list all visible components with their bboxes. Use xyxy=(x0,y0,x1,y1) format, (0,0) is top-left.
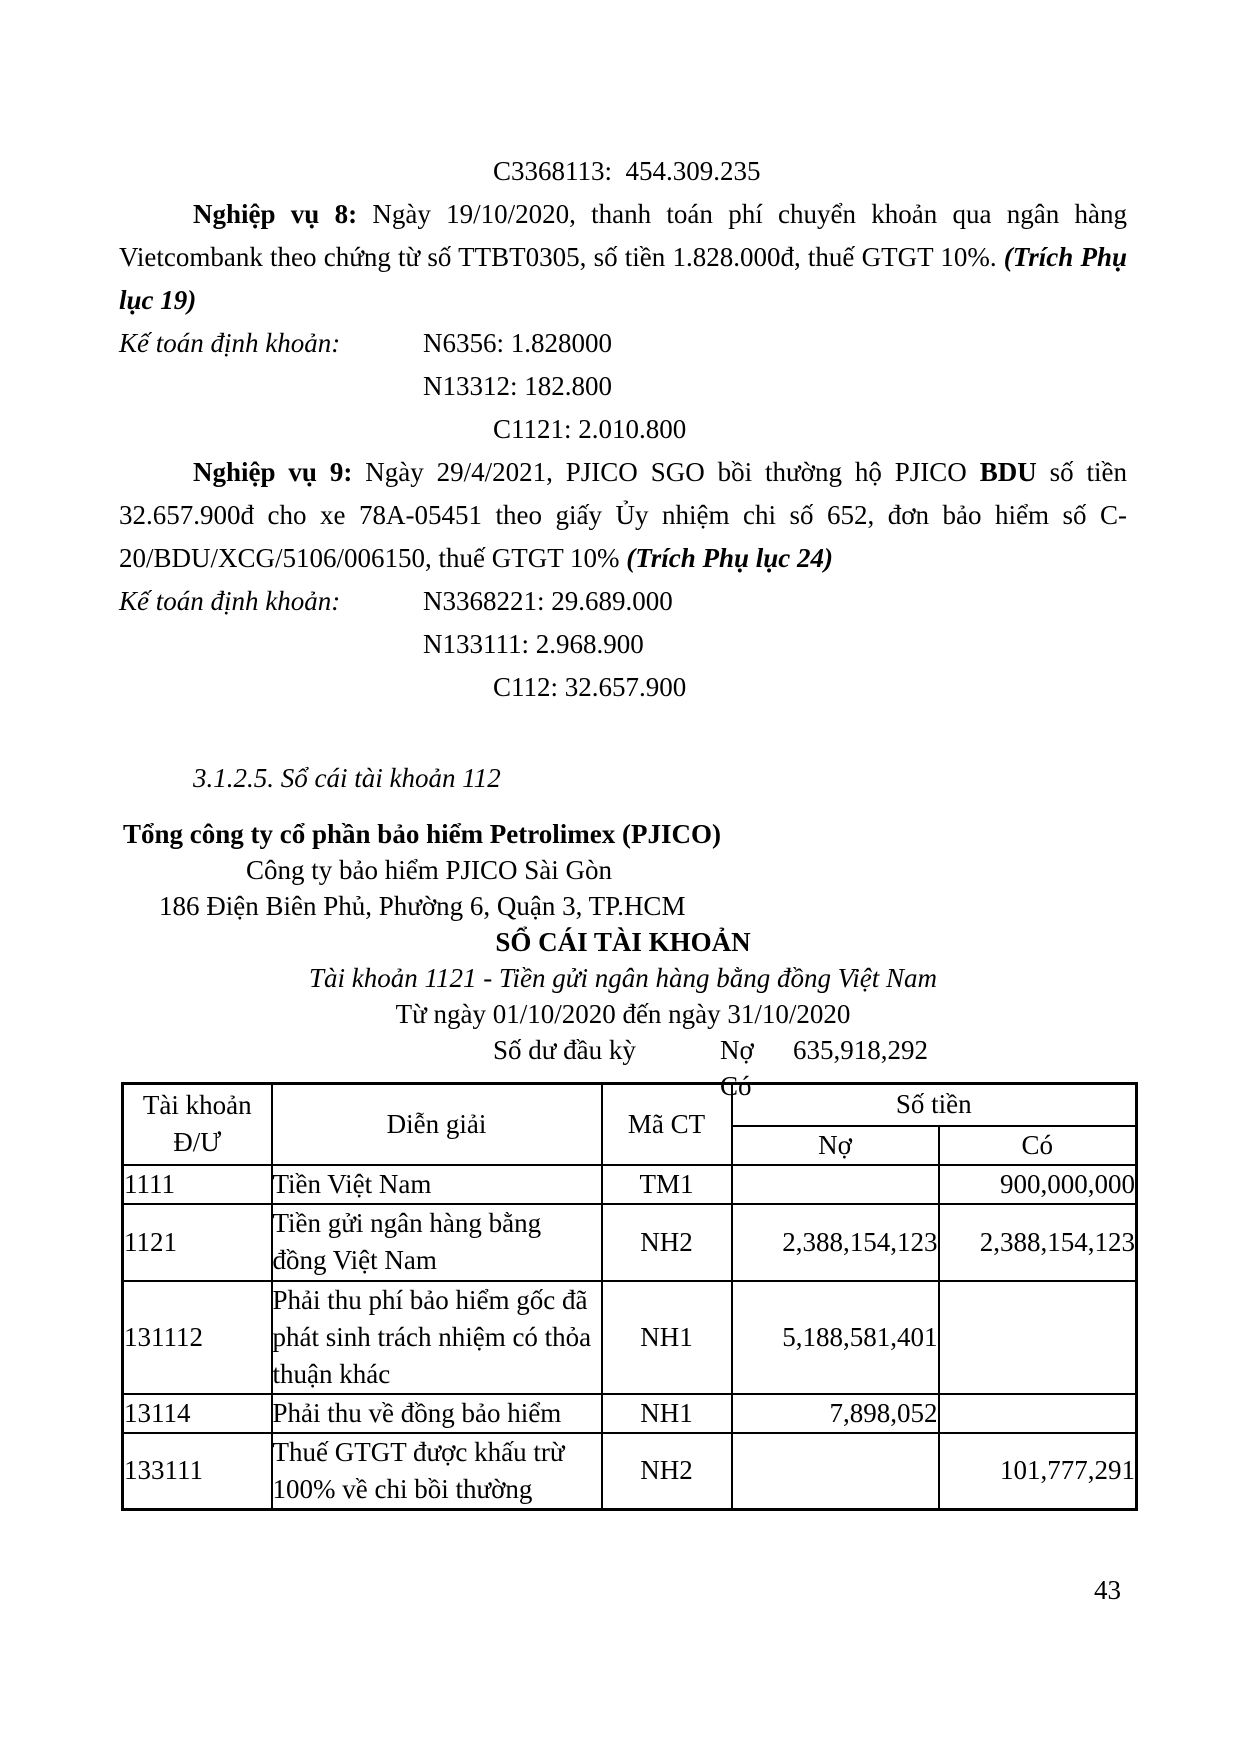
cell-credit: 2,388,154,123 xyxy=(939,1204,1137,1281)
cell-credit xyxy=(939,1281,1137,1394)
transaction-8-paragraph xyxy=(119,193,1127,322)
header-code: Mã CT xyxy=(602,1084,732,1165)
company-name: Tổng công ty cổ phần bảo hiểm Petrolimex (PJICO) xyxy=(123,819,721,849)
journal-entry: C112: 32.657.900 xyxy=(493,672,687,702)
table-row xyxy=(123,1281,1137,1394)
cell-debit: 7,898,052 xyxy=(732,1394,939,1433)
transaction-9-paragraph xyxy=(119,451,1127,580)
ledger-table xyxy=(121,1082,1138,1511)
transaction-9-appendix-ref: (Trích Phụ lục 24) xyxy=(626,543,834,573)
header-account xyxy=(123,1084,272,1165)
cell-credit: 101,777,291 xyxy=(939,1433,1137,1510)
transaction-8-label: Nghiệp vụ 8: xyxy=(193,199,358,229)
opening-credit-label: Có xyxy=(720,1071,752,1101)
transaction-9-body-2: số tiền 32.657.900đ cho xe 78A-05451 theo giấy Ủy nhiệm chi số 652, đơn bảo hiểm số C-20/BDU/XCG/5106/006150, thuế GTGT 10% xyxy=(119,457,1128,573)
cell-code: TM1 xyxy=(602,1165,732,1204)
section-heading: 3.1.2.5. Sổ cái tài khoản 112 xyxy=(193,763,501,793)
branch-name: Công ty bảo hiểm PJICO Sài Gòn xyxy=(246,855,613,885)
table-row xyxy=(123,1433,1137,1510)
header-account-line2: Đ/Ư xyxy=(173,1127,222,1158)
table-row xyxy=(123,1204,1137,1281)
cell-description: Phải thu phí bảo hiểm gốc đã phát sinh trách nhiệm có thỏa thuận khác xyxy=(272,1281,602,1394)
ledger-period: Từ ngày 01/10/2020 đến ngày 31/10/2020 xyxy=(395,999,851,1029)
cell-debit: 2,388,154,123 xyxy=(732,1204,939,1281)
table-header-row-1 xyxy=(123,1084,1137,1126)
cell-account: 1121 xyxy=(123,1204,272,1281)
ledger-header-block xyxy=(119,816,1127,1101)
journal-entry: N133111: 2.968.900 xyxy=(423,629,644,659)
journal-line-8 xyxy=(119,322,1127,365)
header-description: Diễn giải xyxy=(272,1084,602,1165)
cell-code: NH2 xyxy=(602,1433,732,1510)
company-address: 186 Điện Biên Phủ, Phường 6, Quận 3, TP.HCM xyxy=(159,891,686,921)
cell-account: 131112 xyxy=(123,1281,272,1394)
journal-label-8: Kế toán định khoản: xyxy=(119,328,341,358)
journal-entry-carryover: C3368113: 454.309.235 xyxy=(493,156,761,186)
cell-debit xyxy=(732,1433,939,1510)
transaction-9-label: Nghiệp vụ 9: xyxy=(193,457,353,487)
cell-account: 13114 xyxy=(123,1394,272,1433)
cell-description: Phải thu về đồng bảo hiểm xyxy=(272,1394,602,1433)
cell-credit: 900,000,000 xyxy=(939,1165,1137,1204)
header-debit: Nợ xyxy=(732,1126,939,1165)
transaction-8-appendix-ref: (Trích Phụ lục 19) xyxy=(119,242,1128,315)
journal-entry: N6356: 1.828000 xyxy=(423,328,612,358)
cell-credit xyxy=(939,1394,1137,1433)
cell-debit: 5,188,581,401 xyxy=(732,1281,939,1394)
opening-balance-line xyxy=(119,1032,1127,1068)
journal-entry: N13312: 182.800 xyxy=(423,371,612,401)
table-row xyxy=(123,1394,1137,1433)
cell-debit xyxy=(732,1165,939,1204)
cell-code: NH1 xyxy=(602,1394,732,1433)
transaction-8-body: Ngày 19/10/2020, thanh toán phí chuyển khoản qua ngân hàng Vietcombank theo chứng từ số TTBT0305, số tiền 1.828.000đ, thuế GTGT 10%. xyxy=(119,199,1127,272)
journal-line-9 xyxy=(119,580,1127,623)
cell-code: NH1 xyxy=(602,1281,732,1394)
cell-account: 133111 xyxy=(123,1433,272,1510)
cell-account: 1111 xyxy=(123,1165,272,1204)
transaction-9-bold-term: BDU xyxy=(979,457,1037,487)
cell-description: Tiền gửi ngân hàng bằng đồng Việt Nam xyxy=(272,1204,602,1281)
ledger-title: SỔ CÁI TÀI KHOẢN xyxy=(495,927,751,957)
journal-entry: C1121: 2.010.800 xyxy=(493,414,687,444)
cell-description: Thuế GTGT được khấu trừ 100% về chi bồi thường xyxy=(272,1433,602,1510)
header-credit: Có xyxy=(939,1126,1137,1165)
opening-debit-value: 635,918,292 xyxy=(793,1035,928,1065)
opening-balance-label: Số dư đầu kỳ xyxy=(493,1035,636,1065)
cell-code: NH2 xyxy=(602,1204,732,1281)
header-amount: Số tiền xyxy=(732,1084,1137,1126)
journal-label-9: Kế toán định khoản: xyxy=(119,586,341,616)
transaction-9-body-1: Ngày 29/4/2021, PJICO SGO bồi thường hộ PJICO xyxy=(352,457,980,487)
table-row xyxy=(123,1165,1137,1204)
cell-description: Tiền Việt Nam xyxy=(272,1165,602,1204)
page-number: 43 xyxy=(1094,1575,1121,1605)
opening-debit-label: Nợ xyxy=(720,1035,754,1065)
header-account-line1: Tài khoản xyxy=(142,1090,252,1121)
ledger-subtitle: Tài khoản 1121 - Tiền gửi ngân hàng bằng đồng Việt Nam xyxy=(309,963,937,993)
journal-entry: N3368221: 29.689.000 xyxy=(423,586,673,616)
